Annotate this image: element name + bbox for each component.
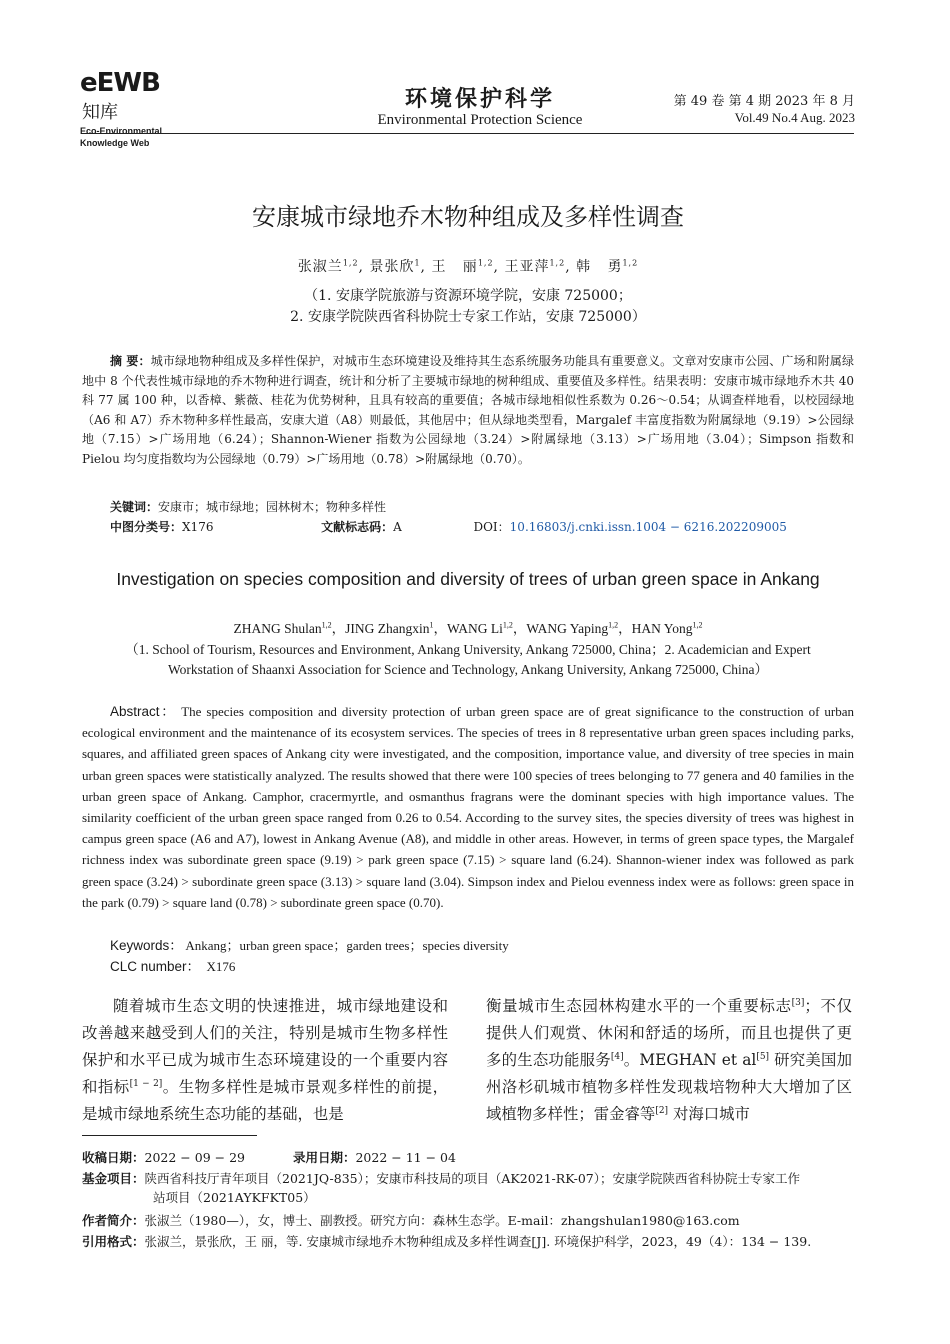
author-sep: ， <box>331 621 346 636</box>
abstract-cn-text: 城市绿地物种组成及多样性保护，对城市生态环境建设及维持其生态系统服务功能具有重要意义。文章对安康市公园、广场和附属绿地中 8 个代表性城市绿地的乔木物种进行调查，统计和分析了主要城市绿地的树种组成、重要值及多样性。结果表明：安康市城市绿地乔木共 40 科 77 属 100 种，以香樟、紫薇、桂花为优势树种，且具有较高的重要值；各城市绿地相似性系数为 0.26～0.54；从调查样地看，以校园绿地（A6 和 A7）乔木物种多样性最高，安康大道（A8）则最低，其他居中；但从绿地类型看，Margalef 丰富度指数为附属绿地（9.19）>公园绿地（7.15）>广场用地（6.24）；Shannon-Wiener 指数为公园绿地（3.24）>附属绿地（3.13）>广场用地（3.04）；Simpson 指数和 Pielou 均匀度指数均为公园绿地（0.79）>广场用地（0.78）>附属绿地（0.70）。 <box>82 354 854 466</box>
affiliation-en-line2: Workstation of Shaanxi Association for Science and Technology, Ankang University, Ankang 725000, China） <box>168 662 768 677</box>
footnote-dates <box>82 1148 854 1167</box>
body-text: 。MEGHAN et al <box>623 1051 757 1069</box>
author-name-en: JING Zhangxin <box>345 621 430 636</box>
header-divider <box>82 133 854 134</box>
author-bio-label: 作者简介： <box>82 1213 145 1228</box>
author-sep: , <box>420 259 432 275</box>
logo-cn-text: 知库 <box>82 102 118 123</box>
footnote-fund <box>82 1169 854 1188</box>
author-name-en: ZHANG Shulan <box>233 621 322 636</box>
journal-title-cn: 环境保护科学 <box>404 87 555 112</box>
body-text: 对海口城市 <box>668 1105 750 1123</box>
citation-ref[interactable]: [1 − 2] <box>129 1078 163 1089</box>
received-label: 收稿日期： <box>82 1150 145 1165</box>
clc-en-label: CLC number： <box>110 959 201 974</box>
author-name-en: WANG Yaping <box>526 621 609 636</box>
doc-code-label: 文献标志码： <box>321 520 394 534</box>
author-affil-sup: 1,2 <box>622 258 639 268</box>
citation-text: 张淑兰，景张欣，王 丽，等. 安康城市绿地乔木物种组成及多样性调查[J]. 环境保护科学，2023，49（4）：134 − 139. <box>144 1234 812 1249</box>
author-name-en: WANG Li <box>447 621 503 636</box>
author-affil-sup: 1,2 <box>692 620 703 630</box>
received-date: 2022 − 09 − 29 <box>144 1150 245 1165</box>
body-column-right <box>486 993 852 1128</box>
author-list-en <box>82 617 854 637</box>
author-affil-sup: 1 <box>429 620 434 630</box>
journal-title-en: Environmental Protection Science <box>377 112 583 128</box>
abstract-cn <box>82 352 854 469</box>
author-name: 张淑兰 <box>297 259 343 275</box>
author-affil-sup: 1,2 <box>321 620 332 630</box>
author-affil-sup: 1 <box>414 258 421 268</box>
classification-line <box>110 518 850 538</box>
volume-info-cn: 第 49 卷 第 4 期 2023 年 8 月 <box>673 94 855 109</box>
author-name: 韩 勇 <box>576 259 623 275</box>
citation-label: 引用格式： <box>82 1234 145 1249</box>
abstract-en-label: Abstract： <box>110 704 177 719</box>
author-sep: , <box>565 259 577 275</box>
citation-ref[interactable]: [4] <box>610 1051 624 1062</box>
author-name: 景张欣 <box>369 259 415 275</box>
author-sep: , <box>358 259 370 275</box>
author-sep: , <box>493 259 505 275</box>
keywords-en-label: Keywords： <box>110 938 183 953</box>
body-text: 。生物多样性是城市景观多样性的前提，是城市绿地系统生态功能的基础，也是 <box>82 1078 448 1123</box>
author-bio-text: 张淑兰（1980—），女，博士、副教授。研究方向：森林生态学。E-mail：zhangshulan1980@163.com <box>144 1213 740 1228</box>
author-affil-sup: 1,2 <box>549 258 566 268</box>
body-text: 衡量城市生态园林构建水平的一个重要标志 <box>486 997 792 1015</box>
paper-title-en: Investigation on species composition and diversity of trees of urban green space in Ankang <box>116 569 820 589</box>
fund-label: 基金项目： <box>82 1171 145 1186</box>
clc-en-value: X176 <box>206 959 236 974</box>
body-text: ；不仅提供人们观赏、休闲和舒适的场所，而且也提供了更多的生态功能服务 <box>486 997 852 1069</box>
author-affil-sup: 1,2 <box>502 620 513 630</box>
volume-info-en: Vol.49 No.4 Aug. 2023 <box>734 110 855 125</box>
body-column-left <box>82 993 448 1128</box>
accepted-date: 2022 − 11 − 04 <box>355 1150 456 1165</box>
footnote-divider <box>82 1135 257 1136</box>
affiliation-cn-line1: （1. 安康学院旅游与资源环境学院，安康 725000； <box>304 288 632 304</box>
affiliation-cn-line2: 2. 安康学院陕西省科协院士专家工作站，安康 725000） <box>290 309 646 325</box>
body-text: 随着城市生态文明的快速推进，城市绿地建设和改善越来越受到人们的关注，特别是城市生物多样性保护和水平已成为城市生态环境建设的一个重要内容和指标 <box>82 997 448 1096</box>
keywords-cn <box>110 498 850 518</box>
citation-ref[interactable]: [2] <box>655 1105 669 1116</box>
author-affil-sup: 1,2 <box>608 620 619 630</box>
author-name-en: HAN Yong <box>631 621 693 636</box>
affiliation-en-line1: （1. School of Tourism, Resources and Environment, Ankang University, Ankang 725000, China；2. Academician and Expert <box>125 642 811 657</box>
publisher-logo <box>80 68 190 149</box>
author-sep: ， <box>433 621 448 636</box>
keywords-en-text: Ankang；urban green space；garden trees；species diversity <box>185 938 509 953</box>
paper-title-cn: 安康城市绿地乔木物种组成及多样性调查 <box>252 203 684 231</box>
logo-en-line2: Knowledge Web <box>80 138 150 148</box>
logo-en-line1: Eco-Environmental <box>80 126 163 136</box>
accepted-label: 录用日期： <box>292 1150 356 1165</box>
doi-link[interactable]: 10.16803/j.cnki.issn.1004 − 6216.202209005 <box>509 520 787 534</box>
body-text: 研究美国加州洛杉矶城市植物多样性发现栽培物种大大增加了区域植物多样性；雷金睿等 <box>486 1051 852 1123</box>
author-sep: ， <box>512 621 527 636</box>
abstract-en-text: The species composition and diversity protection of urban green space are of great significance to the construction of urban ecological environment and the maintenance of its ecosystem services. The species of trees in 8 representative urban green spaces including parks, squares, and affiliated green spaces of Ankang city were investigated, and the composition, importance value, and diversity of tree species in main urban green spaces were statistically analyzed. The results showed that there were 100 species of trees belonging to 77 genera and 40 families in the urban green space of Ankang. Camphor, cracermyrtle, and osmanthus fragrans were the dominant species with high importance values. The similarity coefficient of the urban green space ranged from 0.26 to 0.54. According to the survey sites, the species diversity of trees was highest in campus green space (A6 and A7), lowest in Ankang Avenue (A8), and middle in other areas. However, in terms of green space types, the Margalef richness index was subordinate green space (9.19) > park green space (7.15) > square land (6.24). Shannon-wiener index was followed as park green space (3.24) > subordinate green space (3.13) > square land (3.04). Simpson index and Pielou evenness index were as follows: green space in the park (0.79) > square land (0.78) > subordinate green space (0.70). <box>82 704 855 910</box>
doi-label: DOI： <box>473 520 510 534</box>
author-name: 王亚萍 <box>504 259 550 275</box>
clc-cn-label: 中图分类号： <box>110 520 183 534</box>
footnote-author <box>82 1211 854 1230</box>
clc-en <box>110 955 235 975</box>
author-affil-sup: 1,2 <box>477 258 494 268</box>
author-affil-sup: 1,2 <box>342 258 359 268</box>
abstract-en <box>82 701 854 913</box>
author-sep: ， <box>618 621 632 636</box>
citation-ref[interactable]: [3] <box>791 997 805 1008</box>
fund-text-line1: 陕西省科技厅青年项目（2021JQ-835）；安康市科技局的项目（AK2021-RK-07）；安康学院陕西省科协院士专家工作 <box>144 1171 800 1186</box>
doc-code-value: A <box>393 520 402 534</box>
keywords-en <box>110 934 509 954</box>
footnote-fund-cont: 站项目（2021AYKFKT05） <box>153 1190 316 1205</box>
abstract-cn-label: 摘 要： <box>110 354 151 368</box>
author-list-cn <box>82 256 854 276</box>
citation-ref[interactable]: [5] <box>756 1051 770 1062</box>
author-name: 王 丽 <box>431 259 478 275</box>
clc-cn-value: X176 <box>182 520 214 534</box>
footnote-citation <box>82 1232 854 1251</box>
keywords-cn-label: 关键词： <box>110 500 159 514</box>
logo-mark: eEWB <box>80 68 160 98</box>
keywords-cn-text: 安康市；城市绿地；园林树木；物种多样性 <box>158 500 387 514</box>
